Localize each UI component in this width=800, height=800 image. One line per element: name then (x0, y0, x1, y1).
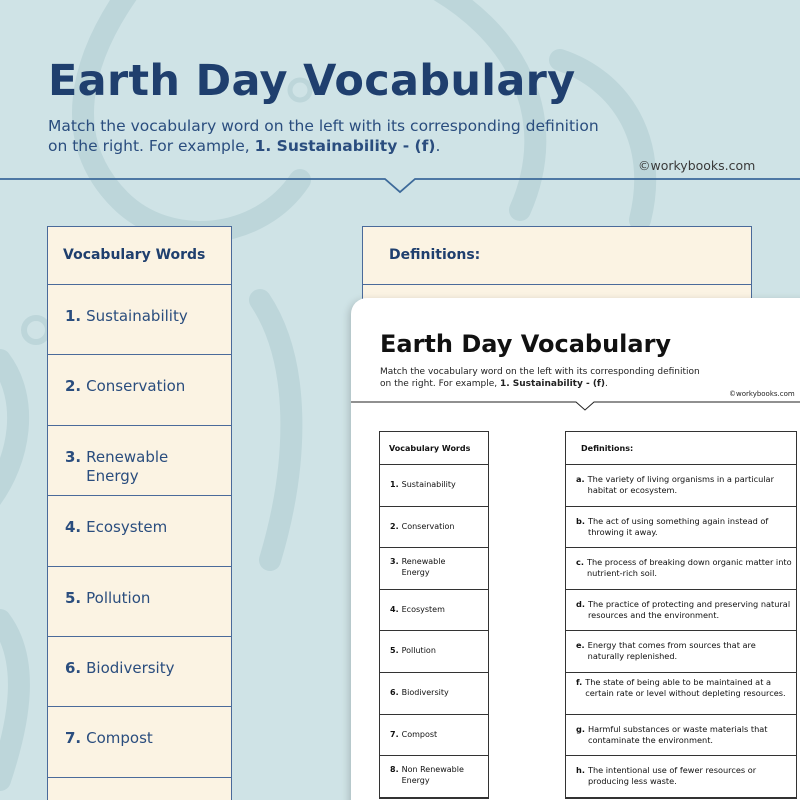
definition-letter: g. (576, 723, 585, 734)
definition-letter: d. (576, 598, 585, 609)
definition-text: The intentional use of fewer resources or producing less waste. (587, 765, 757, 787)
definition-row (566, 548, 796, 590)
instructions-suffix: . (435, 137, 441, 155)
vocab-row (48, 778, 231, 800)
sheet-instructions-text: Match the vocabulary word on the left with its corresponding definition on the right. For example, (380, 367, 700, 389)
sheet-vocab-row (380, 507, 488, 549)
vocab-word: Pollution (86, 588, 151, 607)
definition-letter: f. (576, 676, 583, 687)
definition-letter: a. (576, 474, 585, 484)
sheet-vocab-word: Sustainability (401, 480, 456, 489)
vocab-number: 5. (65, 588, 82, 607)
sheet-divider (351, 396, 800, 414)
vocab-row (48, 426, 231, 496)
sheet-vocab-number: 5. (390, 646, 399, 656)
sheet-title: Earth Day Vocabulary (380, 330, 672, 358)
definitions-column (362, 226, 752, 306)
sheet-vocab-row (380, 465, 488, 507)
sheet-vocab-number: 2. (390, 521, 399, 531)
vocabulary-column (47, 226, 232, 800)
vocab-word: Conservation (86, 377, 186, 396)
sheet-vocab-word: Biodiversity (401, 687, 449, 697)
sheet-vocab-number: 1. (390, 480, 399, 489)
sheet-credit: ©workybooks.com (729, 390, 795, 398)
vocab-number: 2. (65, 377, 82, 396)
definition-text: The state of being able to be maintained at a certain rate or level without depleting resources. (585, 676, 786, 698)
sheet-vocabulary-header: Vocabulary Words (380, 432, 488, 465)
definition-letter: c. (576, 557, 584, 568)
sheet-vocab-word: Renewable Energy (401, 557, 446, 578)
header-divider (0, 170, 800, 200)
sheet-vocab-word: Conservation (401, 521, 455, 531)
sheet-definitions-header: Definitions: (566, 432, 796, 465)
vocab-number: 6. (65, 658, 82, 677)
definition-text: The act of using something again instead of throwing it away. (587, 515, 769, 537)
sheet-vocab-row (380, 548, 488, 590)
definition-row (566, 756, 796, 798)
sheet-vocabulary-column (379, 431, 489, 799)
vocab-row (48, 637, 231, 707)
sheet-definitions-column (565, 431, 797, 799)
definition-row (566, 631, 796, 673)
sheet-vocab-number: 7. (390, 729, 399, 739)
definition-letter: e. (576, 640, 585, 651)
definition-letter: h. (576, 765, 585, 776)
definition-row (566, 590, 796, 632)
definition-row (566, 715, 796, 757)
worksheet-preview (351, 298, 800, 800)
instructions-example: 1. Sustainability - (f) (254, 137, 436, 155)
sheet-vocab-row (380, 631, 488, 673)
sheet-vocab-row (380, 673, 488, 715)
vocab-word: Compost (86, 729, 153, 748)
definition-text: Harmful substances or waste materials that contaminate the environment. (587, 723, 768, 745)
sheet-instructions (380, 366, 710, 390)
sheet-vocab-row (380, 590, 488, 632)
vocab-row (48, 285, 231, 355)
sheet-vocab-word: Ecosystem (401, 604, 445, 614)
sheet-vocab-word: Non Renewable Energy (401, 765, 464, 786)
definition-row (566, 673, 796, 715)
sheet-vocab-number: 6. (390, 687, 399, 697)
definition-letter: b. (576, 515, 585, 526)
vocab-row (48, 496, 231, 566)
definitions-header: Definitions: (363, 227, 751, 285)
sheet-vocab-number: 3. (390, 557, 399, 567)
vocab-row (48, 355, 231, 425)
sheet-instructions-example: 1. Sustainability - (f) (499, 379, 605, 389)
vocab-number: 4. (65, 518, 82, 537)
vocab-word: Sustainability (86, 307, 188, 325)
definition-text: The variety of living organisms in a particular habitat or ecosystem. (587, 474, 774, 495)
definition-row (566, 465, 796, 507)
vocab-row (48, 567, 231, 637)
page-title: Earth Day Vocabulary (48, 56, 576, 106)
definition-row (566, 507, 796, 549)
instructions-text: Match the vocabulary word on the left with its corresponding definition on the right. For example, (48, 117, 599, 155)
vocab-number: 7. (65, 729, 82, 748)
vocab-row (48, 707, 231, 777)
credit-text: ©workybooks.com (638, 158, 756, 173)
definition-text: The process of breaking down organic matter into nutrient-rich soil. (586, 557, 792, 579)
sheet-vocab-word: Compost (401, 729, 438, 739)
vocab-word: Ecosystem (86, 518, 168, 537)
sheet-vocab-row (380, 715, 488, 757)
sheet-vocab-number: 8. (390, 765, 399, 775)
instructions (48, 116, 608, 156)
vocab-number: 3. (65, 447, 82, 466)
vocab-word: Biodiversity (86, 658, 175, 677)
vocab-number: 1. (65, 307, 82, 325)
sheet-vocab-row (380, 756, 488, 798)
sheet-vocab-word: Pollution (401, 646, 436, 656)
definition-text: The practice of protecting and preserving natural resources and the environment. (587, 598, 791, 620)
sheet-instructions-suffix: . (604, 379, 608, 389)
sheet-vocab-number: 4. (390, 604, 399, 614)
definition-text: Energy that comes from sources that are naturally replenished. (587, 640, 756, 662)
vocab-word: Renewable Energy (86, 447, 169, 485)
vocabulary-header: Vocabulary Words (48, 227, 231, 285)
